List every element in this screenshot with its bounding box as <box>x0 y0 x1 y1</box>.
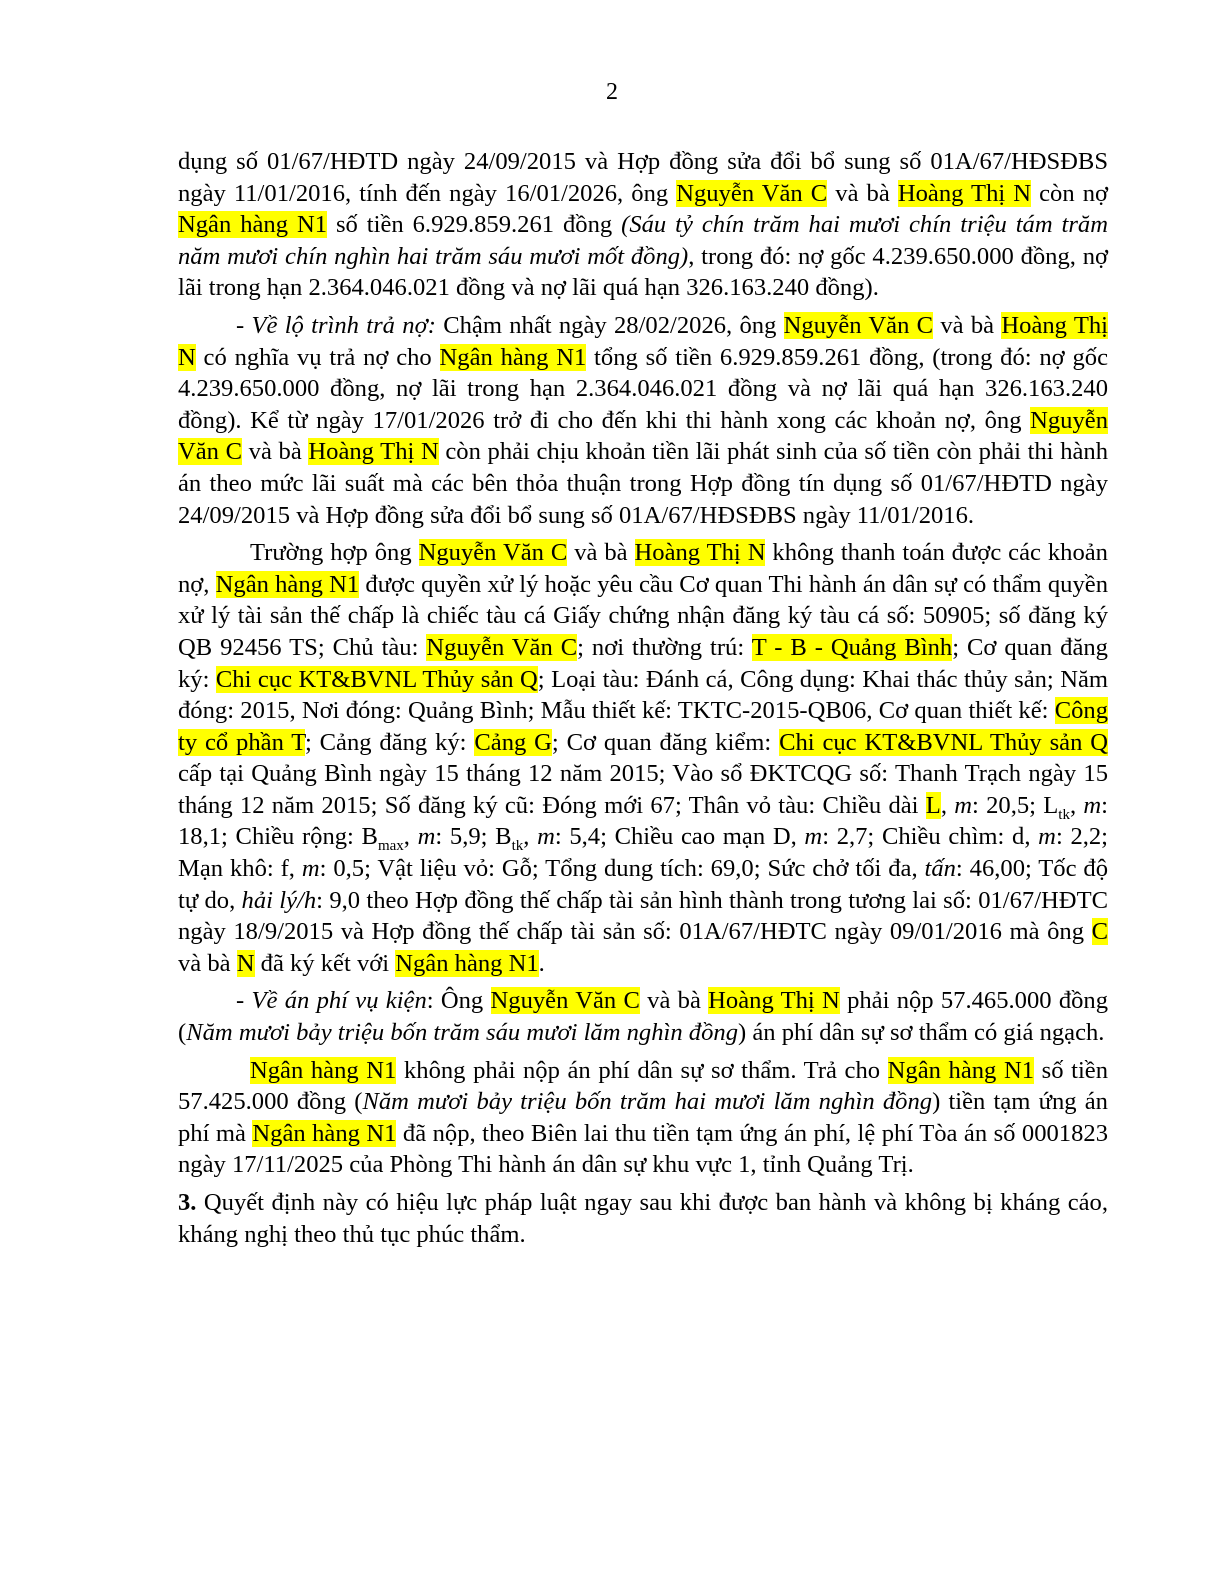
highlighted-length: L <box>925 791 941 819</box>
highlighted-bank: Ngân hàng N1 <box>215 570 360 598</box>
highlighted-bank: Ngân hàng N1 <box>250 1056 397 1084</box>
highlighted-name: Hoàng Thị N <box>708 987 840 1015</box>
paragraph-collateral: Trường hợp ông Nguyễn Văn C và bà Hoàng Thị N không thanh toán được các khoản nợ, Ngân hàng N1 được quyền xử lý hoặc yêu cầu Cơ quan Thi hành án dân sự có thẩm quyền xử lý tài sản thế chấp là chiếc tàu cá Giấy chứng nhận đăng ký tàu cá số: 50905; số đăng ký QB 92456 TS; Chủ tàu: Nguyễn Văn C; nơi thường trú: T - B - Quảng Bình; Cơ quan đăng ký: Chi cục KT&BVNL Thủy sản Q; Loại tàu: Đánh cá, Công dụng: Khai thác thủy sản; Năm đóng: 2015, Nơi đóng: Quảng Bình; Mẫu thiết kế: TKTC-2015-QB06, Cơ quan thiết kế: Công ty cổ phần T; Cảng đăng ký: Cảng G; Cơ quan đăng kiểm: Chi cục KT&BVNL Thủy sản Q cấp tại Quảng Bình ngày 15 tháng 12 năm 2015; Vào sổ ĐKTCQG số: Thanh Trạch ngày 15 tháng 12 năm 2015; Số đăng ký cũ: Đóng mới 67; Thân vỏ tàu: Chiều dài L, m: 20,5; $L_{tk}$, m: 18,1; Chiều rộng: $B_{max}$, m: 5,9; $B_{tk}$, m: 5,4; Chiều cao mạn D, m: 2,7; Chiều chìm: d, m: 2,2; Mạn khô: f, m: 0,5; Vật liệu vỏ: Gỗ; Tổng dung tích: 69,0; Sức chở tối đa, tấn: 46,00; Tốc độ tự do, hải lý/h: 9,0 theo Hợp đồng thế chấp tài sản hình thành trong tương lai số: 01/67/HĐTC ngày 18/9/2015 và Hợp đồng thế chấp tài sản số: 01A/67/HĐTC ngày 09/01/2016 mà ông C và bà N đã ký kết với Ngân hàng N1. <box>178 539 1109 977</box>
section-heading: - Về lộ trình trả nợ: <box>236 311 436 339</box>
paragraph-court-fees: - Về án phí vụ kiện: Ông Nguyễn Văn C và bà Hoàng Thị N phải nộp 57.465.000 đồng (Năm mươi bảy triệu bốn trăm sáu mươi lăm nghìn đồng) án phí dân sự sơ thẩm có giá ngạch. <box>178 987 1109 1047</box>
highlighted-bank: Ngân hàng N1 <box>887 1056 1035 1084</box>
page-number: 2 <box>606 79 618 105</box>
paragraph-effectiveness: 3. Quyết định này có hiệu lực pháp luật ngay sau khi được ban hành và không bị kháng cáo, kháng nghị theo thủ tục phúc thẩm. <box>178 1189 1108 1248</box>
highlighted-name: Nguyễn Văn C <box>426 633 578 661</box>
highlighted-address: T - B - Quảng Bình <box>751 633 953 661</box>
highlighted-name: Nguyễn Văn C <box>676 179 828 207</box>
highlighted-name: Hoàng Thị N <box>178 311 1108 371</box>
amount-in-words: Năm mươi bảy triệu bốn trăm sáu mươi lăm nghìn đồng <box>186 1019 738 1047</box>
highlighted-name: Hoàng Thị N <box>308 438 439 466</box>
paragraph-repayment-schedule: - Về lộ trình trả nợ: Chậm nhất ngày 28/02/2026, ông Nguyễn Văn C và bà Hoàng Thị N có nghĩa vụ trả nợ cho Ngân hàng N1 tổng số tiền 6.929.859.261 đồng, (trong đó: nợ gốc 4.239.650.000 đồng, nợ lãi trong hạn 2.364.046.021 đồng và nợ lãi quá hạn 326.163.240 đồng). Kể từ ngày 17/01/2026 trở đi cho đến khi thi hành xong các khoản nợ, ông Nguyễn Văn C và bà Hoàng Thị N còn phải chịu khoản tiền lãi phát sinh của số tiền còn phải thi hành án theo mức lãi suất mà các bên thỏa thuận trong Hợp đồng tín dụng số 01/67/HĐTD ngày 24/09/2015 và Hợp đồng sửa đổi bổ sung số 01A/67/HĐSĐBS ngày 11/01/2016. <box>178 311 1109 529</box>
highlighted-name: Nguyễn Văn C <box>783 311 934 339</box>
amount-in-words: Năm mươi bảy triệu bốn trăm hai mươi lăm nghìn đồng <box>362 1088 933 1116</box>
highlighted-agency: Chi cục KT&BVNL Thủy sản Q <box>215 665 538 693</box>
highlighted-name: Nguyễn Văn C <box>490 987 640 1015</box>
highlighted-company: Công ty cổ phần T <box>178 697 1108 756</box>
highlighted-agency: Chi cục KT&BVNL Thủy sản Q <box>779 728 1108 756</box>
highlighted-bank: Ngân hàng N1 <box>178 211 328 239</box>
item-number: 3. <box>178 1189 197 1216</box>
highlighted-name: Nguyễn Văn C <box>178 406 1108 466</box>
paragraph-fee-refund: Ngân hàng N1 không phải nộp án phí dân sự sơ thẩm. Trả cho Ngân hàng N1 số tiền 57.425.000 đồng (Năm mươi bảy triệu bốn trăm hai mươi lăm nghìn đồng) tiền tạm ứng án phí mà Ngân hàng N1 đã nộp, theo Biên lai thu tiền tạm ứng án phí, lệ phí Tòa án số 0001823 ngày 17/11/2025 của Phòng Thi hành án dân sự khu vực 1, tỉnh Quảng Trị. <box>178 1056 1108 1179</box>
highlighted-name: Hoàng Thị N <box>897 179 1032 207</box>
highlighted-name: Hoàng Thị N <box>634 539 766 567</box>
amount-in-words: (Sáu tỷ chín trăm hai mươi chín triệu tám trăm năm mươi chín nghìn hai trăm sáu mươi mốt đồng) <box>178 211 1108 270</box>
highlighted-bank: Ngân hàng N1 <box>439 343 587 371</box>
highlighted-bank: Ngân hàng N1 <box>252 1119 397 1147</box>
document-body <box>178 146 1108 1256</box>
paragraph-debt-summary: dụng số 01/67/HĐTD ngày 24/09/2015 và Hợp đồng sửa đổi bổ sung số 01A/67/HĐSĐBS ngày 11/01/2016, tính đến ngày 16/01/2026, ông Nguyễn Văn C và bà Hoàng Thị N còn nợ Ngân hàng N1 số tiền 6.929.859.261 đồng (Sáu tỷ chín trăm hai mươi chín triệu tám trăm năm mươi chín nghìn hai trăm sáu mươi mốt đồng), trong đó: nợ gốc 4.239.650.000 đồng, nợ lãi trong hạn 2.364.046.021 đồng và nợ lãi quá hạn 326.163.240 đồng). <box>178 148 1109 302</box>
highlighted-name: N <box>236 949 255 977</box>
section-heading: - Về án phí vụ kiện <box>236 987 427 1015</box>
highlighted-name: C <box>1091 918 1108 946</box>
highlighted-name: Nguyễn Văn C <box>418 539 568 567</box>
highlighted-port: Cảng G <box>474 728 552 756</box>
highlighted-bank: Ngân hàng N1 <box>395 949 539 977</box>
